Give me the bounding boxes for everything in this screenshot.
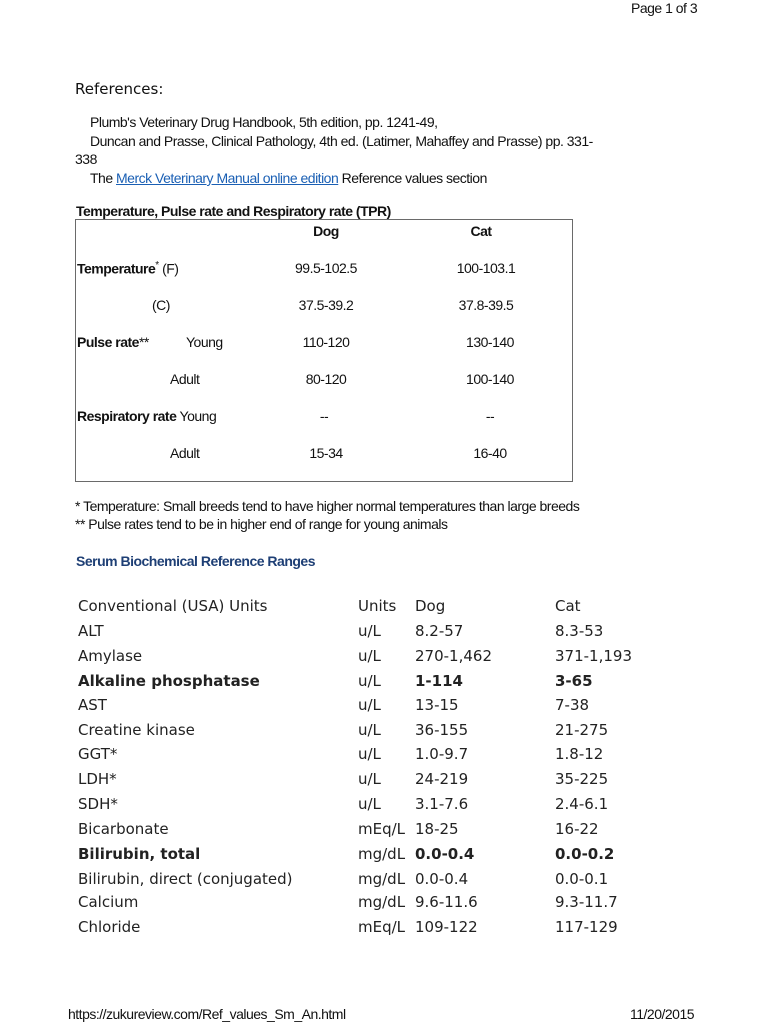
page-number: Page 1 of 3 xyxy=(631,0,698,16)
tpr-temp-f-dog: 99.5-102.5 xyxy=(295,260,357,276)
tpr-pulse-adult: Adult xyxy=(170,371,200,387)
row-cat: 9.3-11.7 xyxy=(555,893,618,911)
row-dog: 13-15 xyxy=(415,696,459,714)
table-row xyxy=(0,893,768,918)
table-row xyxy=(0,870,768,895)
row-dog: 36-155 xyxy=(415,721,469,739)
references-heading: References: xyxy=(75,80,164,98)
row-name: Bilirubin, total xyxy=(78,845,201,863)
footer-url: https://zukureview.com/Ref_values_Sm_An.html xyxy=(68,1006,346,1022)
serum-header-cat: Cat xyxy=(555,597,581,615)
row-cat: 7-38 xyxy=(555,696,590,714)
tpr-resp-adult: Adult xyxy=(170,445,200,461)
tpr-temp-c-cat: 37.8-39.5 xyxy=(458,297,514,313)
reference-plumb: Plumb's Veterinary Drug Handbook, 5th edition, pp. 1241-49, xyxy=(90,114,438,130)
row-units: mg/dL xyxy=(358,893,406,911)
tpr-temperature-label: Temperature* (F) xyxy=(77,260,179,277)
reference-duncan: Duncan and Prasse, Clinical Pathology, 4th ed. (Latimer, Mahaffey and Prasse) pp. 331- xyxy=(90,133,593,149)
tpr-header-cat: Cat xyxy=(470,223,492,239)
row-name: Amylase xyxy=(78,647,143,665)
row-cat: 16-22 xyxy=(555,820,599,838)
row-units: u/L xyxy=(358,622,381,640)
tpr-title: Temperature, Pulse rate and Respiratory rate (TPR) xyxy=(76,203,391,219)
row-dog: 24-219 xyxy=(415,770,469,788)
table-row xyxy=(0,622,768,647)
row-cat: 8.3-53 xyxy=(555,622,604,640)
row-dog: 1.0-9.7 xyxy=(415,745,469,763)
row-name: AST xyxy=(78,696,107,714)
row-cat: 21-275 xyxy=(555,721,609,739)
row-dog: 109-122 xyxy=(415,918,478,936)
tpr-temp-f-cat: 100-103.1 xyxy=(456,260,516,276)
row-dog: 0.0-0.4 xyxy=(415,870,469,888)
reference-duncan-pages: 338 xyxy=(75,151,97,167)
row-name: LDH* xyxy=(78,770,117,788)
row-units: mEq/L xyxy=(358,820,406,838)
serum-header-name: Conventional (USA) Units xyxy=(78,597,268,615)
row-units: u/L xyxy=(358,721,381,739)
table-row xyxy=(0,845,768,870)
row-dog: 0.0-0.4 xyxy=(415,845,475,863)
serum-header-units: Units xyxy=(358,597,397,615)
row-units: u/L xyxy=(358,770,381,788)
reference-merck-suffix: Reference values section xyxy=(341,170,487,186)
row-cat: 1.8-12 xyxy=(555,745,604,763)
tpr-pulse-young: Young xyxy=(186,334,223,350)
row-cat: 3-65 xyxy=(555,672,593,690)
table-row xyxy=(0,745,768,770)
table-row xyxy=(0,721,768,746)
table-row xyxy=(0,647,768,672)
tpr-resp-young-cat: -- xyxy=(485,408,495,424)
row-dog: 3.1-7.6 xyxy=(415,795,469,813)
tpr-pulse-young-dog: 110-120 xyxy=(302,334,350,350)
row-name: SDH* xyxy=(78,795,118,813)
row-name: Calcium xyxy=(78,893,139,911)
row-units: mg/dL xyxy=(358,845,406,863)
row-dog: 1-114 xyxy=(415,672,463,690)
row-name: ALT xyxy=(78,622,104,640)
row-cat: 117-129 xyxy=(555,918,618,936)
row-name: Bicarbonate xyxy=(78,820,169,838)
row-cat: 0.0-0.2 xyxy=(555,845,615,863)
tpr-pulse-adult-dog: 80-120 xyxy=(305,371,347,387)
serum-header-dog: Dog xyxy=(415,597,446,615)
tpr-resp-adult-dog: 15-34 xyxy=(309,445,343,461)
row-dog: 18-25 xyxy=(415,820,459,838)
row-name: Alkaline phosphatase xyxy=(78,672,260,690)
row-units: mg/dL xyxy=(358,870,406,888)
merck-manual-link[interactable]: Merck Veterinary Manual online edition xyxy=(116,170,339,186)
table-row xyxy=(0,770,768,795)
row-cat: 371-1,193 xyxy=(555,647,632,665)
tpr-pulse-young-cat: 130-140 xyxy=(466,334,514,350)
reference-merck xyxy=(90,170,487,186)
row-units: mEq/L xyxy=(358,918,406,936)
row-units: u/L xyxy=(358,795,381,813)
row-name: Bilirubin, direct (conjugated) xyxy=(78,870,293,888)
tpr-resp-young-dog: -- xyxy=(319,408,329,424)
row-dog: 9.6-11.6 xyxy=(415,893,478,911)
reference-merck-prefix: The xyxy=(90,170,113,186)
table-row xyxy=(0,696,768,721)
row-cat: 2.4-6.1 xyxy=(555,795,609,813)
row-dog: 270-1,462 xyxy=(415,647,492,665)
tpr-header-dog: Dog xyxy=(313,223,339,239)
note-pulse: ** Pulse rates tend to be in higher end of range for young animals xyxy=(75,516,448,532)
note-temperature: * Temperature: Small breeds tend to have higher normal temperatures than large breeds xyxy=(75,498,580,514)
serum-title: Serum Biochemical Reference Ranges xyxy=(76,553,315,569)
tpr-resp-adult-cat: 16-40 xyxy=(473,445,507,461)
tpr-table xyxy=(75,219,573,482)
tpr-pulse-adult-cat: 100-140 xyxy=(466,371,514,387)
row-cat: 0.0-0.1 xyxy=(555,870,609,888)
tpr-respiratory-label: Respiratory rate Young xyxy=(77,408,217,424)
tpr-unit-c: (C) xyxy=(152,297,170,313)
row-name: Chloride xyxy=(78,918,141,936)
row-units: u/L xyxy=(358,696,381,714)
table-row xyxy=(0,918,768,943)
table-row xyxy=(0,672,768,697)
table-row xyxy=(0,820,768,845)
table-row xyxy=(0,795,768,820)
row-units: u/L xyxy=(358,672,381,690)
row-dog: 8.2-57 xyxy=(415,622,464,640)
row-cat: 35-225 xyxy=(555,770,609,788)
row-name: Creatine kinase xyxy=(78,721,195,739)
row-name: GGT* xyxy=(78,745,118,763)
tpr-temp-c-dog: 37.5-39.2 xyxy=(298,297,354,313)
footer-date: 11/20/2015 xyxy=(630,1006,695,1022)
row-units: u/L xyxy=(358,745,381,763)
serum-header-row xyxy=(0,597,768,622)
tpr-pulse-label: Pulse rate** xyxy=(77,334,149,350)
row-units: u/L xyxy=(358,647,381,665)
